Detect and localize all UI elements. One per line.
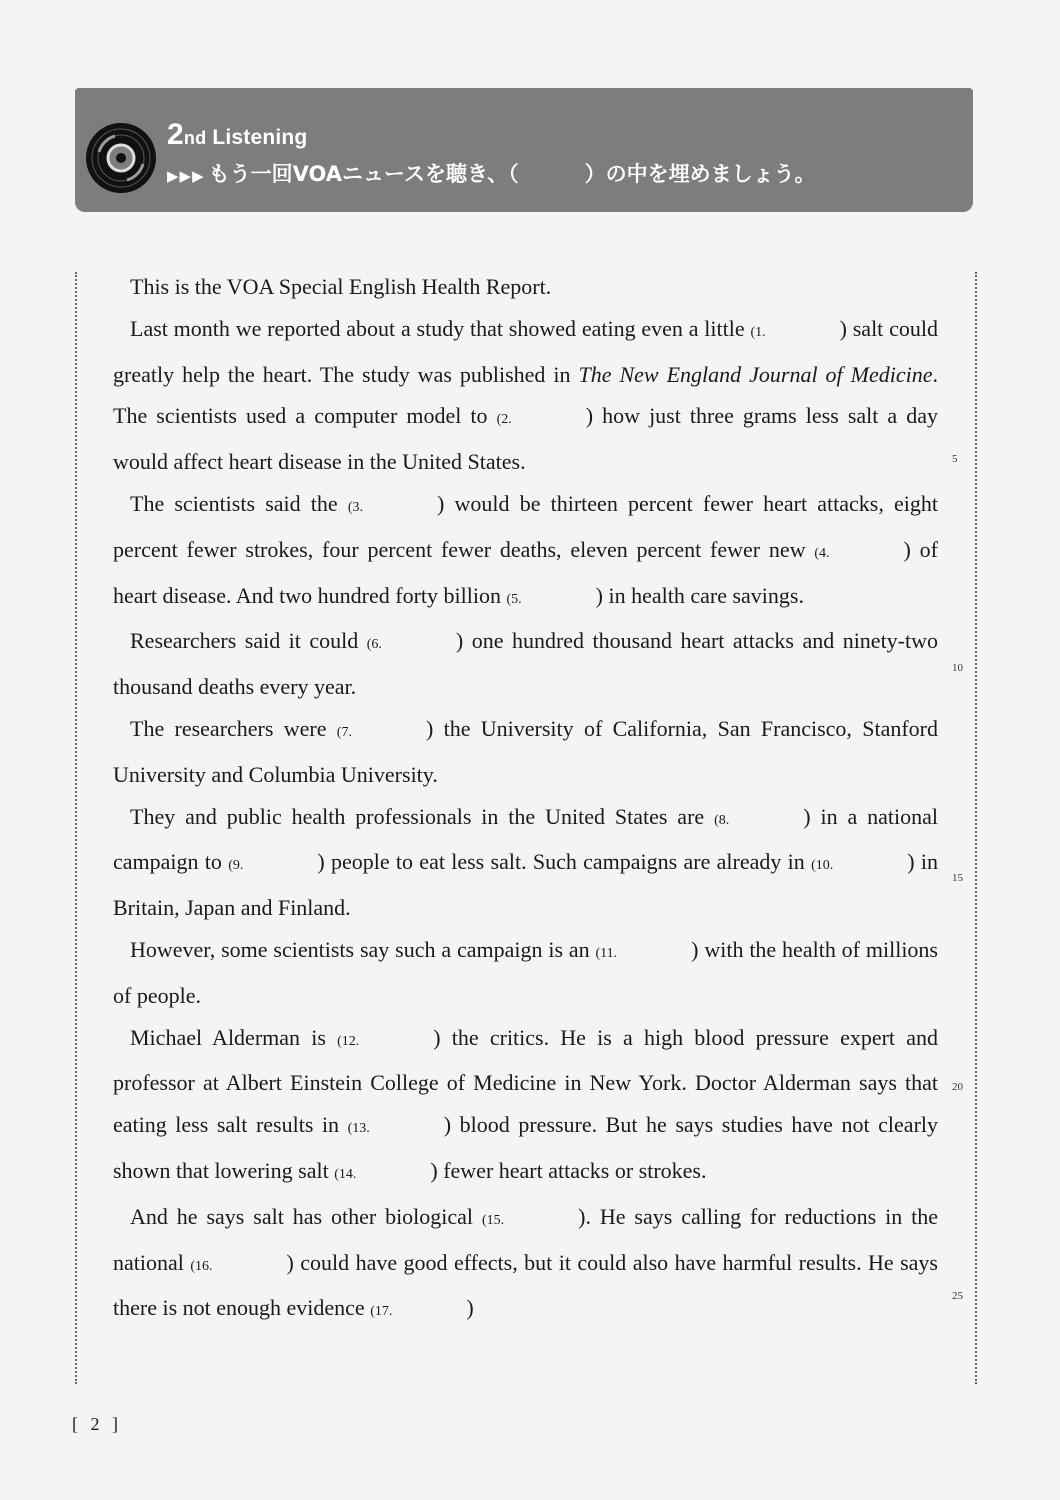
paragraph: This is the VOA Special English Health Report. — [130, 274, 552, 299]
blank-17[interactable]: (17. — [370, 1304, 393, 1320]
passage-text — [113, 266, 938, 1333]
paragraph: However, some scientists say such a campaign is an (11. ) with the health of millions of people. — [113, 936, 938, 1008]
paragraph: They and public health professionals in the United States are (8. ) in a national campaign to (9. ) people to eat less salt. Such campaigns are already in (10. ) in Britain, Japan and Finland. — [113, 803, 938, 921]
blank-6[interactable]: (6. — [366, 637, 382, 653]
line-number: 20 — [952, 1081, 963, 1093]
triple-arrow-icon: ▶▶▶ — [167, 167, 205, 185]
paragraph: The scientists said the (3. ) would be thirteen percent fewer heart attacks, eight percent fewer strokes, four percent fewer deaths, eleven percent fewer new (4. ) of heart disease. And two hundred forty billion (5. ) in health care savings. — [113, 490, 938, 608]
section-title: 2nd Listening — [167, 118, 308, 151]
blank-9[interactable]: (9. — [228, 858, 244, 874]
section-header — [75, 88, 973, 212]
blank-4[interactable]: (4. — [814, 545, 830, 561]
blank-2[interactable]: (2. — [496, 412, 512, 428]
blank-7[interactable]: (7. — [336, 724, 352, 740]
blank-12[interactable]: (12. — [337, 1033, 360, 1049]
line-number: 25 — [952, 1290, 963, 1302]
line-number: 10 — [952, 662, 963, 674]
line-number: 15 — [952, 872, 963, 884]
blank-13[interactable]: (13. — [347, 1121, 370, 1137]
cd-disc-icon — [85, 122, 157, 194]
line-number: 5 — [952, 453, 958, 465]
section-instruction: ▶▶▶ もう一回VOAニュースを聴き、（ ）の中を埋めましょう。 — [167, 162, 816, 186]
blank-1[interactable]: (1. — [750, 324, 766, 340]
blank-11[interactable]: (11. — [595, 945, 618, 961]
paragraph: Researchers said it could (6. ) one hundred thousand heart attacks and ninety-two thousand deaths every year. — [113, 628, 939, 700]
page-number: [ 2 ] — [72, 1414, 122, 1434]
paragraph: And he says salt has other biological (15. ). He says calling for reductions in the national (16. ) could have good effects, but it could also have harmful results. He says there is not enough evidence (17. ) — [113, 1203, 938, 1321]
paragraph: Michael Alderman is (12. ) the critics. He is a high blood pressure expert and professor at Albert Einstein College of Medicine in New York. Doctor Alderman says that eating less salt results in (13. ) blood pressure. But he says studies have not clearly shown that lowering salt (14. ) fewer heart attacks or strokes. — [113, 1024, 939, 1183]
journal-title: The New England Journal of Medicine — [578, 361, 933, 387]
blank-5[interactable]: (5. — [506, 591, 522, 607]
blank-3[interactable]: (3. — [347, 499, 364, 515]
paragraph: The researchers were (7. ) the University of California, San Francisco, Stanford University and Columbia University. — [113, 715, 938, 787]
blank-10[interactable]: (10. — [811, 858, 834, 874]
blank-8[interactable]: (8. — [714, 812, 730, 828]
blank-16[interactable]: (16. — [190, 1258, 213, 1274]
blank-15[interactable]: (15. — [481, 1212, 505, 1228]
paragraph: Last month we reported about a study that showed eating even a little (1. ) salt could greatly help the heart. The study was published in The New England Journal of Medicine. The scientists used a computer model to (2. ) how just three grams less salt a day would affect heart disease in the United States. — [113, 315, 939, 475]
blank-14[interactable]: (14. — [334, 1166, 357, 1182]
